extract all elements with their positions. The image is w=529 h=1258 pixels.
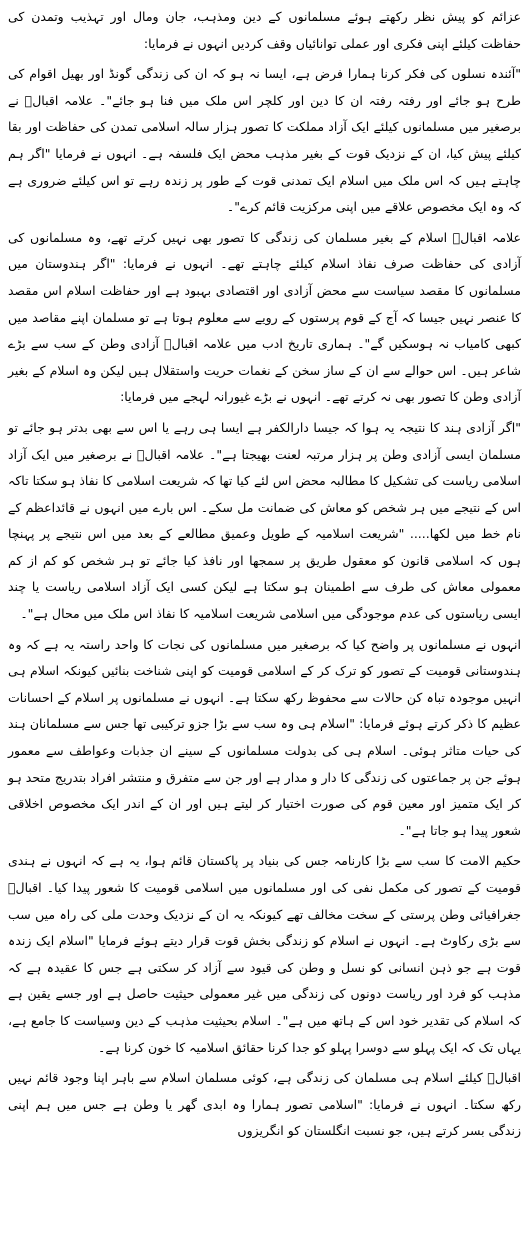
article-paragraph: اقبالؒ کیلئے اسلام ہی مسلمان کی زندگی ہے، کوئی مسلمان اسلام سے باہر اپنا وجود قائم نہیں رکھ سکتا۔ انہوں نے فرمایا: "اسلامی تصور ہمارا وہ ابدی گھر یا وطن ہے جس میں ہم اپنی زندگی بسر کرتے ہیں، جو نسبت انگلستان کو انگریزوں [8,1070,521,1139]
article-paragraph: حکیم الامت کا سب سے بڑا کارنامہ جس کی بنیاد پر پاکستان قائم ہوا، یہ ہے کہ انہوں نے ہندی قومیت کے تصور کی مکمل نفی کی اور مسلمانوں میں اسلامی قومیت کا شعور پیدا کیا۔ اقبالؒ جغرافیائی وطن پرستی کے سخت مخالف تھے کیونکہ یہ ان کے نزدیک وحدت ملی کی راہ میں سب سے بڑی رکاوٹ ہے۔ انہوں نے اسلام کو زندگی بخش قوت قرار دیتے ہوئے فرمایا "اسلام ایک زندہ قوت ہے جو ذہن انسانی کو نسل و وطن کی قیود سے آزاد کر سکتی ہے جس کا عقیدہ ہے کہ مذہب کو فرد اور ریاست دونوں کی زندگی میں غیر معمولی حیثیت حاصل ہے اور جسے یقین ہے کہ اسلام کی تقدیر خود اس کے ہاتھ میں ہے"۔ اسلام بحیثیت مذہب کے دین وسیاست کا جامع ہے، یہاں تک کہ ایک پہلو سے دوسرا پہلو کو جدا کرنا حقائق اسلامیہ کا خون کرنا ہے۔ [8,853,521,1055]
article-paragraph: علامہ اقبالؒ اسلام کے بغیر مسلمان کی زندگی کا تصور بھی نہیں کرتے تھے، وہ مسلمانوں کی آزادی کی حفاظت صرف نفاذ اسلام کیلئے چاہتے تھے۔ انہوں نے فرمایا: "اگر ہندوستان میں مسلمانوں کا مقصد سیاست سے محض آزادی اور اقتصادی بہبود ہے اور حفاظت اسلام اس مقصد کا عنصر نہیں جیسا کہ آج کے قوم پرستوں کے رویے سے معلوم ہوتا ہے تو مسلمان اپنے مقاصد میں کبھی کامیاب نہ ہوسکیں گے"۔ ہماری تاریخ ادب میں علامہ اقبالؒ آزادی وطن کے سب سے بڑے شاعر ہیں۔ اس حوالے سے ان کے ساز سخن کے نغمات حریت واستقلال ہیں لیکن وہ اسلام کے بغیر آزادی وطن کا تصور بھی نہ کرتے تھے۔ انہوں نے بڑے غیورانہ لہجے میں فرمایا: [8,229,521,405]
article-paragraph: "اگر آزادی ہند کا نتیجہ یہ ہوا کہ جیسا دارالکفر ہے ایسا ہی رہے یا اس سے بھی بدتر ہو جائے تو مسلمان ایسی آزادی وطن پر ہزار مرتبہ لعنت بھیجتا ہے"۔ علامہ اقبالؒ نے برصغیر میں ایک آزاد اسلامی ریاست کی تشکیل کا مطالبہ محض اس لئے کیا تھا کہ شریعت اسلامی کا نفاذ ہو سکتا تاکہ اس کے نتیجے میں ہر شخص کو معاش کی ضمانت مل سکے۔ اس بارے میں انہوں نے قائداعظم کے نام خط میں لکھا..... "شریعت اسلامیہ کے طویل وعمیق مطالعے کے بعد میں اس نتیجے پر پہنچا ہوں کہ اسلامی قانون کو معقول طریق پر سمجھا اور نافذ کیا جائے تو ہر شخص کو کم از کم معمولی معاش کی طرف سے اطمینان ہو سکتا ہے لیکن کسی ایک آزاد اسلامی ریاست یا چند ایسی ریاستوں کی عدم موجودگی میں اسلامی شریعت اسلامیہ کا نفاذ اس ملک میں محال ہے"۔ [8,419,521,622]
article-paragraph: انہوں نے مسلمانوں پر واضح کیا کہ برصغیر میں مسلمانوں کی نجات کا واحد راستہ یہ ہے کہ وہ ہندوستانی قومیت کے تصور کو ترک کر کے اسلامی قومیت کو اپنی شناخت بنائیں کیونکہ اسلام ہی انہیں موجودہ تباہ کن حالات سے محفوظ رکھ سکتا ہے۔ انہوں نے مسلمانوں پر اسلام کے احسانات عظیم کا ذکر کرتے ہوئے فرمایا: "اسلام ہی وہ سب سے بڑا جزو ترکیبی تھا جس سے مسلمانان ہند کی حیات متاثر ہوئی۔ اسلام ہی کی بدولت مسلمانوں کے سینے ان جذبات وعواطف سے معمور ہوئے جن پر جماعتوں کی زندگی کا دار و مدار ہے اور جن سے متفرق و منتشر افراد بتدریج متحد ہو کر ایک متمیز اور معین قوم کی صورت اختیار کر لیتے ہیں اور ان کے اندر ایک مخصوص اخلاقی شعور پیدا ہو جاتا ہے"۔ [8,636,521,838]
article-paragraph: "آئندہ نسلوں کی فکر کرنا ہمارا فرض ہے، ایسا نہ ہو کہ ان کی زندگی گونڈ اور بھیل اقوام کی طرح ہو جائے اور رفتہ رفتہ ان کا دین اور کلچر اس ملک میں فنا ہو جائے"۔ علامہ اقبالؒ نے برصغیر میں مسلمانوں کیلئے ایک آزاد مملکت کا تصور ہزار سالہ اسلامی تمدن کی حفاظت اور بقا کیلئے پیش کیا، ان کے نزدیک قوت کے بغیر مذہب محض ایک فلسفہ ہے۔ انہوں نے فرمایا "اگر ہم چاہتے ہیں کہ اس ملک میں اسلام ایک تمدنی قوت کے طور پر زندہ رہے تو اس کیلئے ضروری ہے کہ وہ ایک مخصوص علاقے میں اپنی مرکزیت قائم کرے"۔ [8,66,521,215]
article-paragraph: عزائم کو پیش نظر رکھتے ہوئے مسلمانوں کے دین ومذہب، جان ومال اور تہذیب وتمدن کی حفاظت کیلئے اپنی فکری اور عملی توانائیاں وقف کردیں انہوں نے فرمایا: [8,9,521,51]
